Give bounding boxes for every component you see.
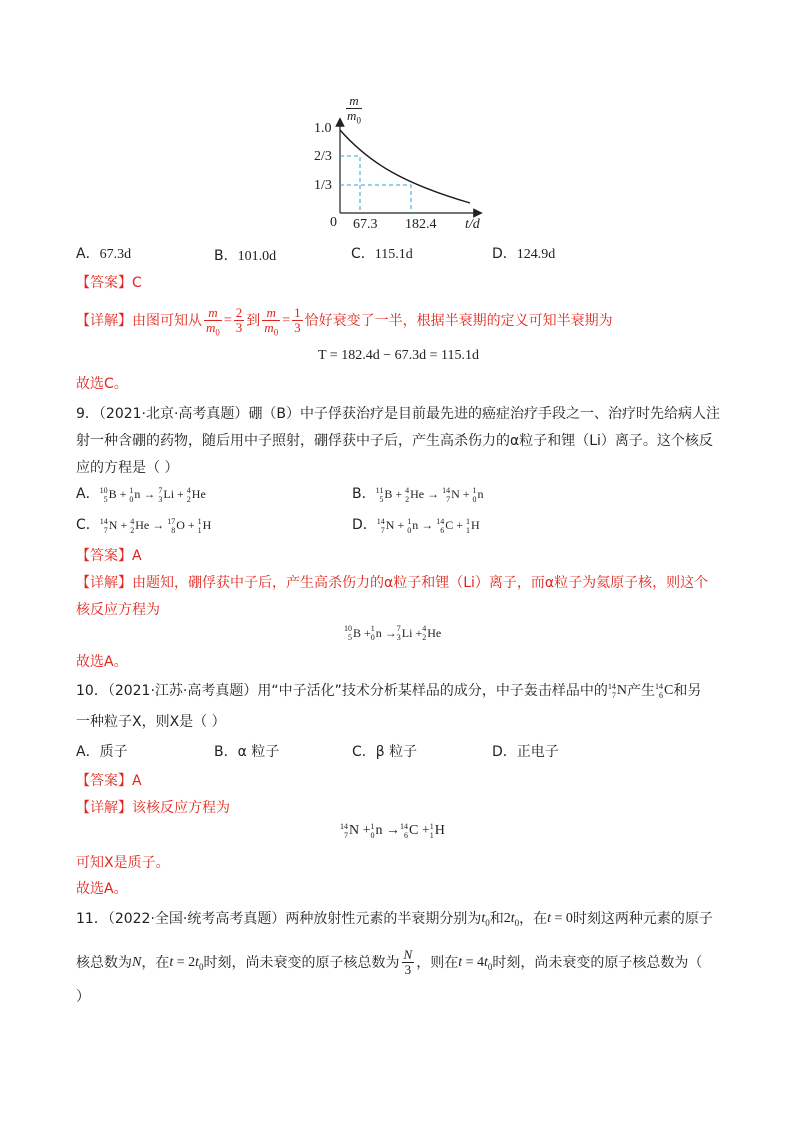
q8-answer: 【答案】C (76, 275, 142, 291)
q9-stem-line1: 9．（2021·北京·高考真题）硼（B）中子俘获治疗是目前最先进的癌症治疗手段之一、治疗时先给病人注 (76, 406, 721, 422)
q8-detail: 【详解】 由图可知从 $\frac{m}{m_0}$ = $\frac{2}{3}$ 到 $\frac{m}{m_0}$ = $\frac{1}{3}$ 恰好衰变了一半，根据半衰期的定义可知半衰期为 (76, 305, 613, 338)
tick-y-1-3: 1/3 (314, 178, 332, 193)
q9-detail-line1: 【详解】由题知，硼俘获中子后，产生高杀伤力的α粒子和锂（Li）离子，而α粒子为氦原子核，则这个 (76, 575, 709, 591)
q10-option-c: C．β 粒子 (352, 744, 418, 760)
origin-label: 0 (330, 215, 337, 230)
q8-option-a: A．67.3d (76, 246, 132, 262)
q10-option-b: B．α 粒子 (214, 744, 280, 760)
q10-stem-line2: 一种粒子X，则X是（ ） (76, 714, 226, 730)
q8-equation: T = 182.4d − 67.3d = 115.1d (318, 348, 479, 363)
q9-answer: 【答案】A (76, 548, 142, 564)
q8-conclusion: 故选C。 (76, 376, 128, 392)
tick-y-2-3: 2/3 (314, 149, 332, 164)
guide-lines (340, 156, 411, 213)
x-axis-label: t/d (465, 217, 480, 232)
q9-equation: 10 5 B + 1 0 n → 7 3 Li + 4 2 He (344, 624, 442, 642)
tick-x-182: 182.4 (405, 217, 437, 232)
q9-stem-line2: 射一种含硼的药物，随后用中子照射，硼俘获中子后，产生高杀伤力的α粒子和锂（Li）离子。这个核反 (76, 433, 713, 449)
q10-equation: 14 7 N + 1 0 n → 14 6 C + 1 1 H (340, 822, 445, 840)
q10-answer: 【答案】A (76, 773, 142, 789)
q10-detail-line1: 【详解】该核反应方程为 (76, 800, 230, 816)
q8-option-c: C．115.1d (351, 246, 413, 262)
y-axis-label: m $m_0$ (347, 93, 361, 126)
q9-option-a: A． 10 5 B + 1 0 n → 7 3 Li + 4 2 He (76, 486, 206, 505)
q11-stem-line1: 11．（2022·全国·统考高考真题）两种放射性元素的半衰期分别为 $t_0$ 和 $2t_0$ ，在 t = 0 时刻这两种元素的原子 (76, 911, 713, 928)
q10-detail-line2: 可知X是质子。 (76, 855, 170, 871)
q10-option-d: D．正电子 (492, 744, 559, 760)
tick-x-67: 67.3 (353, 217, 378, 232)
q9-option-d: D． 14 7 N + 1 0 n → 14 6 C + 1 1 H (352, 517, 480, 536)
q8-option-b: B．101.0d (214, 248, 277, 264)
q10-option-a: A．质子 (76, 744, 128, 760)
tick-y-1: 1.0 (314, 121, 332, 136)
q10-stem-line1: 10．（2021·江苏·高考真题）用“中子活化”技术分析某样品的成分，中子轰击样品中的 14 7 N 产生 14 6 C 和另 (76, 681, 702, 700)
q11-stem-line2: 核总数为 N ，在 $t = 2t_0$ 时刻，尚未衰变的原子核总数为 $\frac{N}{3}$ ，则在 $t = 4t_0$ 时刻，尚未衰变的原子核总数为（ (76, 947, 703, 977)
q9-conclusion: 故选A。 (76, 654, 128, 670)
q9-option-b: B． 11 5 B + 4 2 He → 14 7 N + 1 0 n (352, 486, 484, 505)
q9-detail-line2: 核反应方程为 (76, 602, 160, 618)
q10-conclusion: 故选A。 (76, 881, 128, 897)
q9-option-c: C． 14 7 N + 4 2 He → 17 8 O + 1 1 H (76, 517, 212, 536)
q9-stem-line3: 应的方程是（ ） (76, 460, 179, 476)
q11-stem-line3: ） (76, 989, 90, 1005)
q8-option-d: D．124.9d (492, 246, 556, 262)
